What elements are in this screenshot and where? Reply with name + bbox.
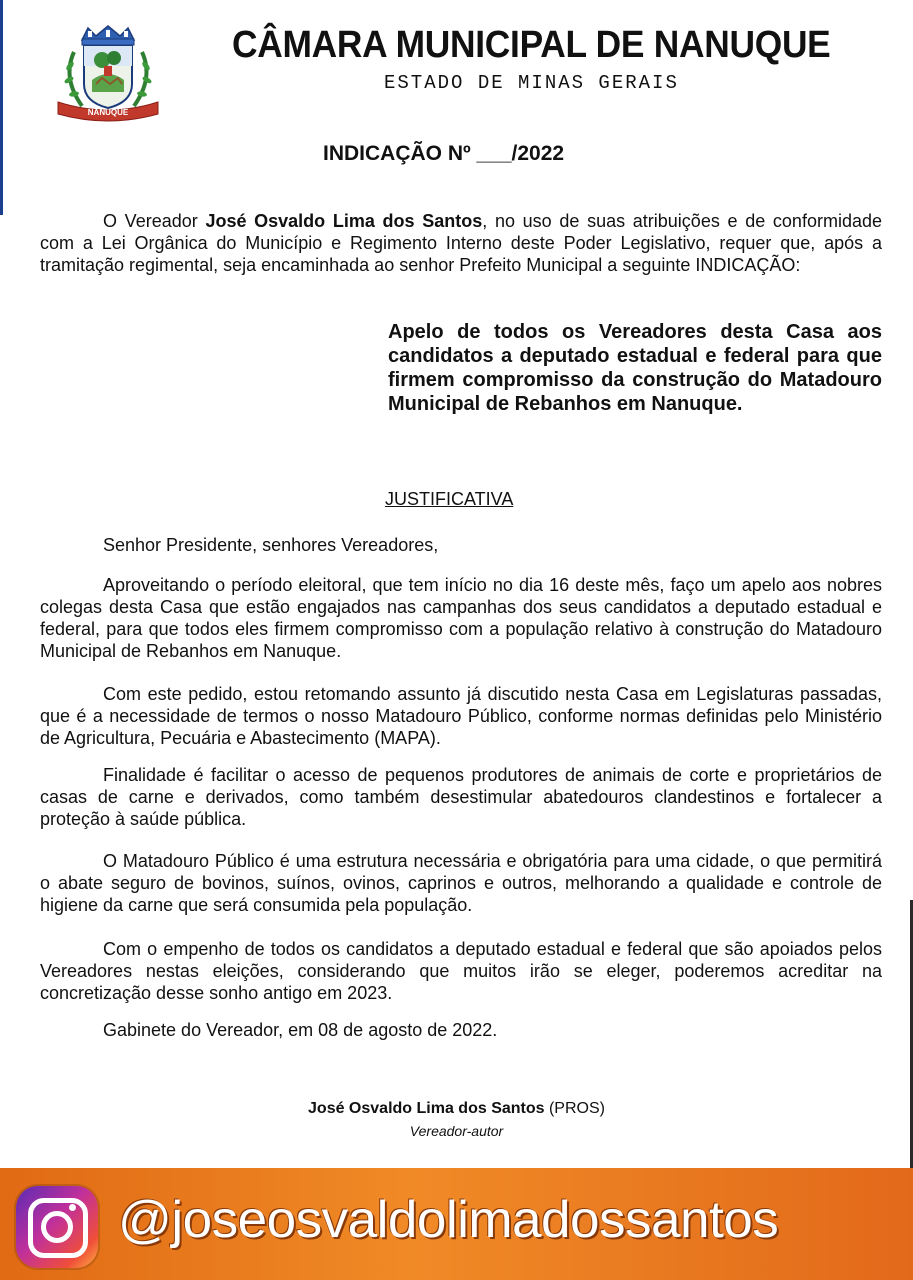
salutation-paragraph: Senhor Presidente, senhores Vereadores, — [103, 535, 439, 555]
intro-prefix: O Vereador — [103, 211, 206, 231]
indication-title: INDICAÇÃO Nº ___/2022 — [323, 142, 565, 165]
justification-heading: JUSTIFICATIVA — [385, 489, 514, 509]
crest-ribbon-label: NANUQUE — [87, 108, 129, 117]
instagram-handle[interactable]: @joseosvaldolimadossantos — [118, 1191, 779, 1249]
signature-name: José Osvaldo Lima dos Santos — [308, 1100, 545, 1117]
instagram-icon[interactable] — [16, 1186, 98, 1268]
state-subtitle: ESTADO DE MINAS GERAIS — [384, 72, 679, 94]
date-line: Gabinete do Vereador, em 08 de agosto de 2022. — [103, 1020, 498, 1040]
signature-role: Vereador-autor — [409, 1123, 504, 1139]
body-paragraph-3: Finalidade é facilitar o acesso de pequenos produtores de animais de corte e proprietários de casas de carne e derivados, como também desestimular abatedouros clandestinos e fortalecer a proteção à saúde pública. — [40, 765, 882, 829]
body-paragraph-4: O Matadouro Público é uma estrutura necessária e obrigatória para uma cidade, o que permitirá o abate seguro de bovinos, suínos, ovinos, caprinos e outros, melhorando a qualidade e controle de higiene da carne que será consumida pela população. — [40, 851, 882, 915]
instagram-banner[interactable] — [0, 1168, 913, 1280]
municipal-crest-icon — [52, 22, 164, 122]
page-edge-left — [0, 0, 3, 215]
body-paragraph-1: Aproveitando o período eleitoral, que tem início no dia 16 deste mês, faço um apelo aos nobres colegas desta Casa que estão engajados nas campanhas dos seus candidatos a deputado estadual e federal, para que todos eles firmem compromisso com a população relativo à construção do Matadouro Municipal de Rebanhos em Nanuque. — [40, 575, 882, 661]
intro-author-name: José Osvaldo Lima dos Santos — [205, 211, 483, 231]
intro-text: , no uso de suas atribuições e de conformidade com a Lei Orgânica do Município e Regimento Interno deste Poder Legislativo, requer que, após a tramitação regimental, seja encaminhada ao senhor Prefeito Municipal a seguinte INDICAÇÃO: — [40, 211, 882, 275]
signature-party: (PROS) — [544, 1100, 605, 1117]
body-paragraph-5: Com o empenho de todos os candidatos a deputado estadual e federal que são apoiados pelos Vereadores nestas eleições, considerando que muitos irão se eleger, poderemos acreditar na concretização desse sonho antigo em 2023. — [40, 939, 882, 1003]
signature-line — [0, 1100, 913, 1118]
ementa-text: Apelo de todos os Vereadores desta Casa aos candidatos a deputado estadual e federal para que firmem compromisso da construção do Matadouro Municipal de Rebanhos em Nanuque. — [388, 321, 882, 415]
intro-paragraph — [40, 210, 882, 276]
chamber-title: CÂMARA MUNICIPAL DE NANUQUE — [232, 24, 831, 66]
body-paragraph-2: Com este pedido, estou retomando assunto já discutido nesta Casa em Legislaturas passadas, que é a necessidade de termos o nosso Matadouro Público, conforme normas definidas pelo Ministério de Agricultura, Pecuária e Abastecimento (MAPA). — [40, 684, 882, 748]
